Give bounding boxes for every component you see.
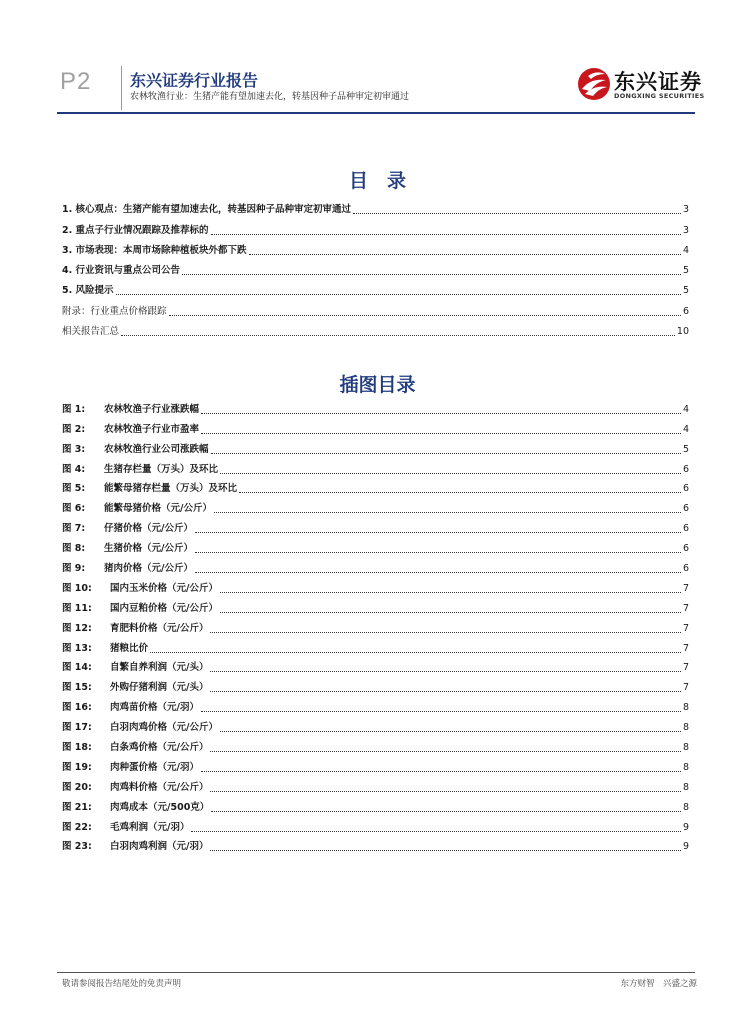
- figure-entry[interactable]: [62, 495, 689, 515]
- figure-entry[interactable]: [62, 794, 689, 814]
- dot-leader: [220, 611, 681, 613]
- dot-leader: [210, 750, 680, 752]
- dot-leader: [211, 233, 681, 235]
- figure-page: 4: [682, 423, 689, 435]
- figure-number: 图 2:: [62, 423, 86, 435]
- figure-page: 7: [682, 642, 689, 654]
- dot-leader: [214, 511, 681, 513]
- figure-page: 7: [682, 582, 689, 594]
- figure-number: 图 10:: [62, 582, 92, 594]
- toc-entry[interactable]: [62, 318, 689, 338]
- dot-leader: [169, 314, 681, 316]
- figure-entry[interactable]: [62, 436, 689, 456]
- toc-entry[interactable]: [62, 257, 689, 277]
- figure-number: 图 20:: [62, 781, 92, 793]
- figure-page: 8: [682, 742, 689, 754]
- figure-entry[interactable]: [62, 734, 689, 754]
- toc-entry-page: 3: [682, 224, 689, 236]
- figure-number: 图 1:: [62, 403, 86, 415]
- figure-page: 6: [682, 463, 689, 475]
- figure-page: 6: [682, 503, 689, 515]
- figure-number: 图 12:: [62, 622, 92, 634]
- dot-leader: [116, 293, 681, 295]
- figure-entry[interactable]: [62, 814, 689, 834]
- figure-number: 图 8:: [62, 543, 86, 555]
- figure-entry[interactable]: [62, 615, 689, 635]
- logo-text: 东兴证券: [614, 70, 702, 94]
- figure-caption: 猪肉价格（元/公斤）: [104, 563, 193, 575]
- figure-entry[interactable]: [62, 595, 689, 615]
- figure-number: 图 4:: [62, 463, 86, 475]
- footer-slogan: 东方财智 兴盛之源: [620, 979, 697, 989]
- toc-entry[interactable]: [62, 196, 689, 216]
- figure-caption: 能繁母猪存栏量（万头）及环比: [104, 483, 238, 495]
- figure-entry[interactable]: [62, 714, 689, 734]
- dot-leader: [201, 412, 681, 414]
- figure-caption: 肉种蛋价格（元/羽）: [110, 761, 199, 773]
- toc-entry[interactable]: [62, 237, 689, 257]
- dot-leader: [353, 212, 681, 214]
- figure-caption: 肉鸡成本（元/500克）: [110, 801, 210, 813]
- logo-english: DONGXING SECURITIES: [614, 92, 705, 100]
- figure-caption: 猪粮比价: [110, 642, 149, 654]
- page-number: P2: [60, 68, 92, 95]
- dot-leader: [249, 253, 681, 255]
- figure-page: 5: [682, 443, 689, 455]
- toc-entry[interactable]: [62, 277, 689, 297]
- dot-leader: [239, 491, 681, 493]
- dot-leader: [211, 452, 681, 454]
- toc-entry-label: 相关报告汇总: [62, 326, 120, 338]
- dot-leader: [182, 273, 681, 275]
- dot-leader: [210, 631, 680, 633]
- figure-page: 8: [682, 761, 689, 773]
- figure-page: 8: [682, 702, 689, 714]
- dot-leader: [195, 551, 681, 553]
- figure-page: 6: [682, 483, 689, 495]
- figure-caption: 农林牧渔行业公司涨跌幅: [104, 443, 209, 455]
- toc-entry-label: 4. 行业资讯与重点公司公告: [62, 265, 181, 277]
- figure-number: 图 16:: [62, 702, 92, 714]
- toc-entry-label: 2. 重点子行业情况跟踪及推荐标的: [62, 224, 209, 236]
- figure-entry[interactable]: [62, 396, 689, 416]
- figure-entry[interactable]: [62, 834, 689, 854]
- figure-caption: 国内豆粕价格（元/公斤）: [110, 602, 218, 614]
- figure-caption: 肉鸡苗价格（元/羽）: [110, 702, 199, 714]
- figure-entry[interactable]: [62, 535, 689, 555]
- report-subtitle: 农林牧渔行业：生猪产能有望加速去化，转基因种子品种审定初审通过: [130, 92, 410, 102]
- dot-leader: [195, 571, 681, 573]
- figure-number: 图 14:: [62, 662, 92, 674]
- figure-caption: 仔猪价格（元/公斤）: [104, 523, 193, 535]
- figures-title: 插图目录: [339, 374, 416, 396]
- dot-leader: [150, 651, 681, 653]
- dot-leader: [220, 591, 681, 593]
- figure-entry[interactable]: [62, 674, 689, 694]
- figure-number: 图 11:: [62, 602, 92, 614]
- figure-caption: 白羽肉鸡利润（元/羽）: [110, 841, 209, 853]
- figure-number: 图 5:: [62, 483, 86, 495]
- figure-caption: 农林牧渔子行业市盈率: [104, 423, 200, 435]
- toc-list: [62, 196, 689, 338]
- figure-page: 6: [682, 543, 689, 555]
- header-separator: [121, 66, 122, 110]
- toc-entry[interactable]: [62, 216, 689, 236]
- toc-entry-label: 5. 风险提示: [62, 285, 114, 297]
- toc-entry-page: 5: [682, 265, 689, 277]
- figure-caption: 国内玉米价格（元/公斤）: [110, 582, 218, 594]
- figure-number: 图 7:: [62, 523, 86, 535]
- figure-page: 7: [682, 602, 689, 614]
- dot-leader: [121, 334, 675, 336]
- figure-caption: 育肥料价格（元/公斤）: [110, 622, 209, 634]
- toc-entry-label: 3. 市场表现：本周市场除种植板块外都下跌: [62, 244, 247, 256]
- figure-entry[interactable]: [62, 456, 689, 476]
- figure-page: 6: [682, 523, 689, 535]
- figure-caption: 白羽肉鸡价格（元/公斤）: [110, 722, 218, 734]
- toc-entry-page: 3: [682, 204, 689, 216]
- figure-page: 7: [682, 662, 689, 674]
- figure-number: 图 15:: [62, 682, 92, 694]
- dot-leader: [201, 432, 681, 434]
- brand-title: 东兴证券行业报告: [130, 71, 259, 90]
- toc-entry[interactable]: [62, 297, 689, 317]
- dot-leader: [210, 690, 680, 692]
- header-rule: [57, 112, 695, 114]
- toc-entry-label: 1. 核心观点：生猪产能有望加速去化，转基因种子品种审定初审通过: [62, 204, 352, 216]
- figure-number: 图 13:: [62, 642, 92, 654]
- figure-number: 图 23:: [62, 841, 92, 853]
- figure-number: 图 21:: [62, 801, 92, 813]
- figure-caption: 肉鸡料价格（元/公斤）: [110, 781, 209, 793]
- toc-entry-label: 附录：行业重点价格跟踪: [62, 305, 167, 317]
- figure-page: 9: [682, 841, 689, 853]
- figure-number: 图 9:: [62, 563, 86, 575]
- figure-entry[interactable]: [62, 416, 689, 436]
- figure-entry[interactable]: [62, 635, 689, 655]
- dot-leader: [211, 810, 681, 812]
- figure-entry[interactable]: [62, 694, 689, 714]
- figure-page: 4: [682, 403, 689, 415]
- figure-caption: 毛鸡利润（元/羽）: [110, 821, 190, 833]
- figure-page: 7: [682, 622, 689, 634]
- figure-entry[interactable]: [62, 575, 689, 595]
- dot-leader: [210, 790, 680, 792]
- footer-disclaimer: 敬请参阅报告结尾处的免责声明: [62, 979, 182, 989]
- figure-entry[interactable]: [62, 476, 689, 496]
- toc-entry-page: 6: [682, 305, 689, 317]
- figure-page: 6: [682, 563, 689, 575]
- figure-entry[interactable]: [62, 655, 689, 675]
- toc-entry-page: 4: [682, 244, 689, 256]
- dot-leader: [201, 710, 681, 712]
- figure-entry[interactable]: [62, 774, 689, 794]
- figure-number: 图 22:: [62, 821, 92, 833]
- figure-number: 图 3:: [62, 443, 86, 455]
- dot-leader: [210, 670, 680, 672]
- figure-caption: 生猪存栏量（万头）及环比: [104, 463, 219, 475]
- figure-caption: 白条鸡价格（元/公斤）: [110, 742, 209, 754]
- figures-list: [62, 396, 689, 853]
- dot-leader: [201, 770, 681, 772]
- footer-rule: [57, 972, 695, 973]
- dot-leader: [220, 730, 681, 732]
- figure-entry[interactable]: [62, 754, 689, 774]
- figure-page: 7: [682, 682, 689, 694]
- toc-entry-page: 5: [682, 285, 689, 297]
- figure-caption: 生猪价格（元/公斤）: [104, 543, 193, 555]
- figure-caption: 外购仔猪利润（元/头）: [110, 682, 209, 694]
- figure-caption: 自繁自养利润（元/头）: [110, 662, 209, 674]
- dot-leader: [220, 472, 681, 474]
- figure-number: 图 6:: [62, 503, 86, 515]
- toc-title: 目 录: [348, 170, 406, 192]
- figure-entry[interactable]: [62, 555, 689, 575]
- figure-page: 8: [682, 722, 689, 734]
- figure-page: 9: [682, 821, 689, 833]
- dot-leader: [210, 849, 680, 851]
- figure-page: 8: [682, 781, 689, 793]
- figure-number: 图 18:: [62, 742, 92, 754]
- toc-entry-page: 10: [676, 326, 689, 338]
- figure-caption: 农林牧渔子行业涨跌幅: [104, 403, 200, 415]
- figure-number: 图 17:: [62, 722, 92, 734]
- figure-entry[interactable]: [62, 515, 689, 535]
- dot-leader: [191, 830, 680, 832]
- dot-leader: [195, 531, 681, 533]
- figure-page: 8: [682, 801, 689, 813]
- figure-caption: 能繁母猪价格（元/公斤）: [104, 503, 212, 515]
- figure-number: 图 19:: [62, 761, 92, 773]
